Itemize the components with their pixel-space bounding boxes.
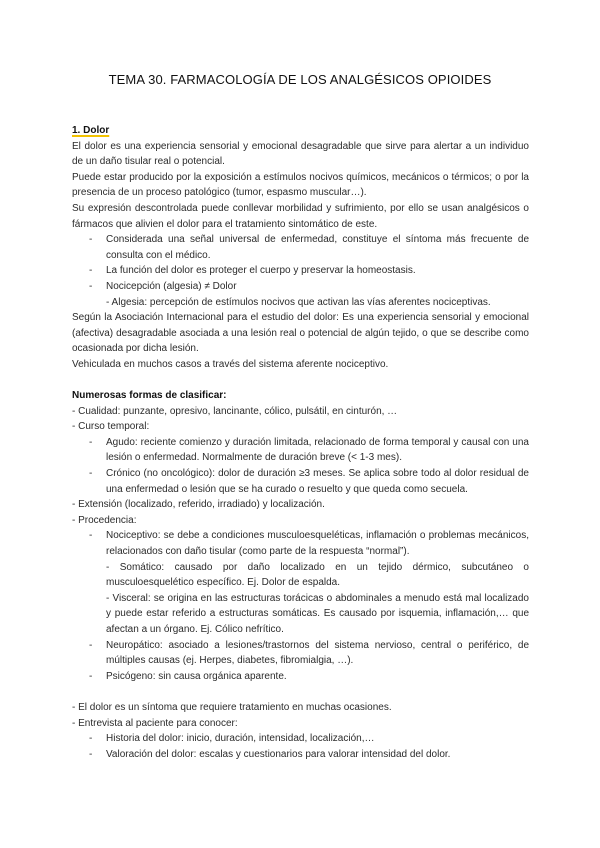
document-title: TEMA 30. FARMACOLOGÍA DE LOS ANALGÉSICOS OPIOIDES bbox=[108, 72, 492, 87]
list-line: - Curso temporal: bbox=[72, 421, 150, 433]
bullet-item: - Crónico (no oncológico): dolor de duración ≥3 meses. Se aplica sobre todo al dolor residual de una enfermedad o lesión que se ha curado o resuelto y que queda como secuela. bbox=[72, 466, 529, 497]
document-body bbox=[72, 123, 529, 762]
paragraph: Puede estar producido por la exposición a estímulos nocivos químicos, mecánicos o térmicos; o por la presencia de un proceso patológico (tumor, espasmo muscular…). bbox=[72, 171, 529, 199]
list-line: - Entrevista al paciente para conocer: bbox=[72, 717, 238, 729]
bullet-item: - Agudo: reciente comienzo y duración limitada, relacionado de forma temporal y causal con una lesión o enfermedad. Normalmente de duración breve (< 1-3 mes). bbox=[72, 435, 529, 466]
subsection-heading: Numerosas formas de clasificar: bbox=[72, 390, 227, 402]
bullet-item: - Valoración del dolor: escalas y cuestionarios para valorar intensidad del dolor. bbox=[72, 747, 529, 763]
list-line: - El dolor es un síntoma que requiere tratamiento en muchas ocasiones. bbox=[72, 701, 392, 713]
bullet-item: - Psicógeno: sin causa orgánica aparente. bbox=[72, 669, 529, 685]
paragraph: Su expresión descontrolada puede conllevar morbilidad y sufrimiento, por ello se usan analgésicos o fármacos que alivien el dolor para el tratamiento sintomático de este. bbox=[72, 202, 529, 230]
sub-bullet-item: - Somático: causado por daño localizado en un tejido dérmico, subcutáneo o musculoesquelético específico. Ej. Dolor de espalda. bbox=[106, 561, 529, 589]
bullet-item: - Nocicepción (algesia) ≠ Dolor bbox=[72, 279, 529, 295]
paragraph: El dolor es una experiencia sensorial y emocional desagradable que sirve para alertar a un individuo de un daño tisular real o potencial. bbox=[72, 140, 529, 168]
bullet-item: - Nociceptivo: se debe a condiciones musculoesqueléticas, inflamación o problemas mecánicos, relacionados con daño tisular (como parte de la respuesta “normal”). bbox=[72, 528, 529, 559]
bullet-item: - Considerada una señal universal de enfermedad, constituye el síntoma más frecuente de consulta con el médico. bbox=[72, 232, 529, 263]
bullet-item: - Neuropático: asociado a lesiones/trastornos del sistema nervioso, central o periférico, de múltiples causas (ej. Herpes, diabetes, fibromialgia, …). bbox=[72, 638, 529, 669]
list-line: - Extensión (localizado, referido, irradiado) y localización. bbox=[72, 499, 325, 511]
bullet-item: - Historia del dolor: inicio, duración, intensidad, localización,… bbox=[72, 731, 529, 747]
sub-bullet-item: - Algesia: percepción de estímulos nocivos que activan las vías aferentes nociceptivas. bbox=[106, 296, 491, 308]
section-heading-dolor: 1. Dolor bbox=[72, 125, 110, 136]
bullet-item: - La función del dolor es proteger el cuerpo y preservar la homeostasis. bbox=[72, 263, 529, 279]
list-line: - Procedencia: bbox=[72, 514, 137, 526]
paragraph: Según la Asociación Internacional para el estudio del dolor: Es una experiencia sensorial y emocional (afectiva) desagradable asociada a una lesión real o potencial de algún tejido, o que se describe como ocasionada por dicha lesión. bbox=[72, 312, 529, 355]
list-line: - Cualidad: punzante, opresivo, lancinante, cólico, pulsátil, en cinturón, … bbox=[72, 405, 398, 417]
sub-bullet-item: - Visceral: se origina en las estructuras torácicas o abdominales a menudo está mal localizado y puede estar referido a estructuras somáticas. Es causado por isquemia, inflamación,… que afectan a un órgano. Ej. Cólico nefrítico. bbox=[106, 592, 529, 635]
paragraph: Vehiculada en muchos casos a través del sistema aferente nociceptivo. bbox=[72, 358, 389, 370]
